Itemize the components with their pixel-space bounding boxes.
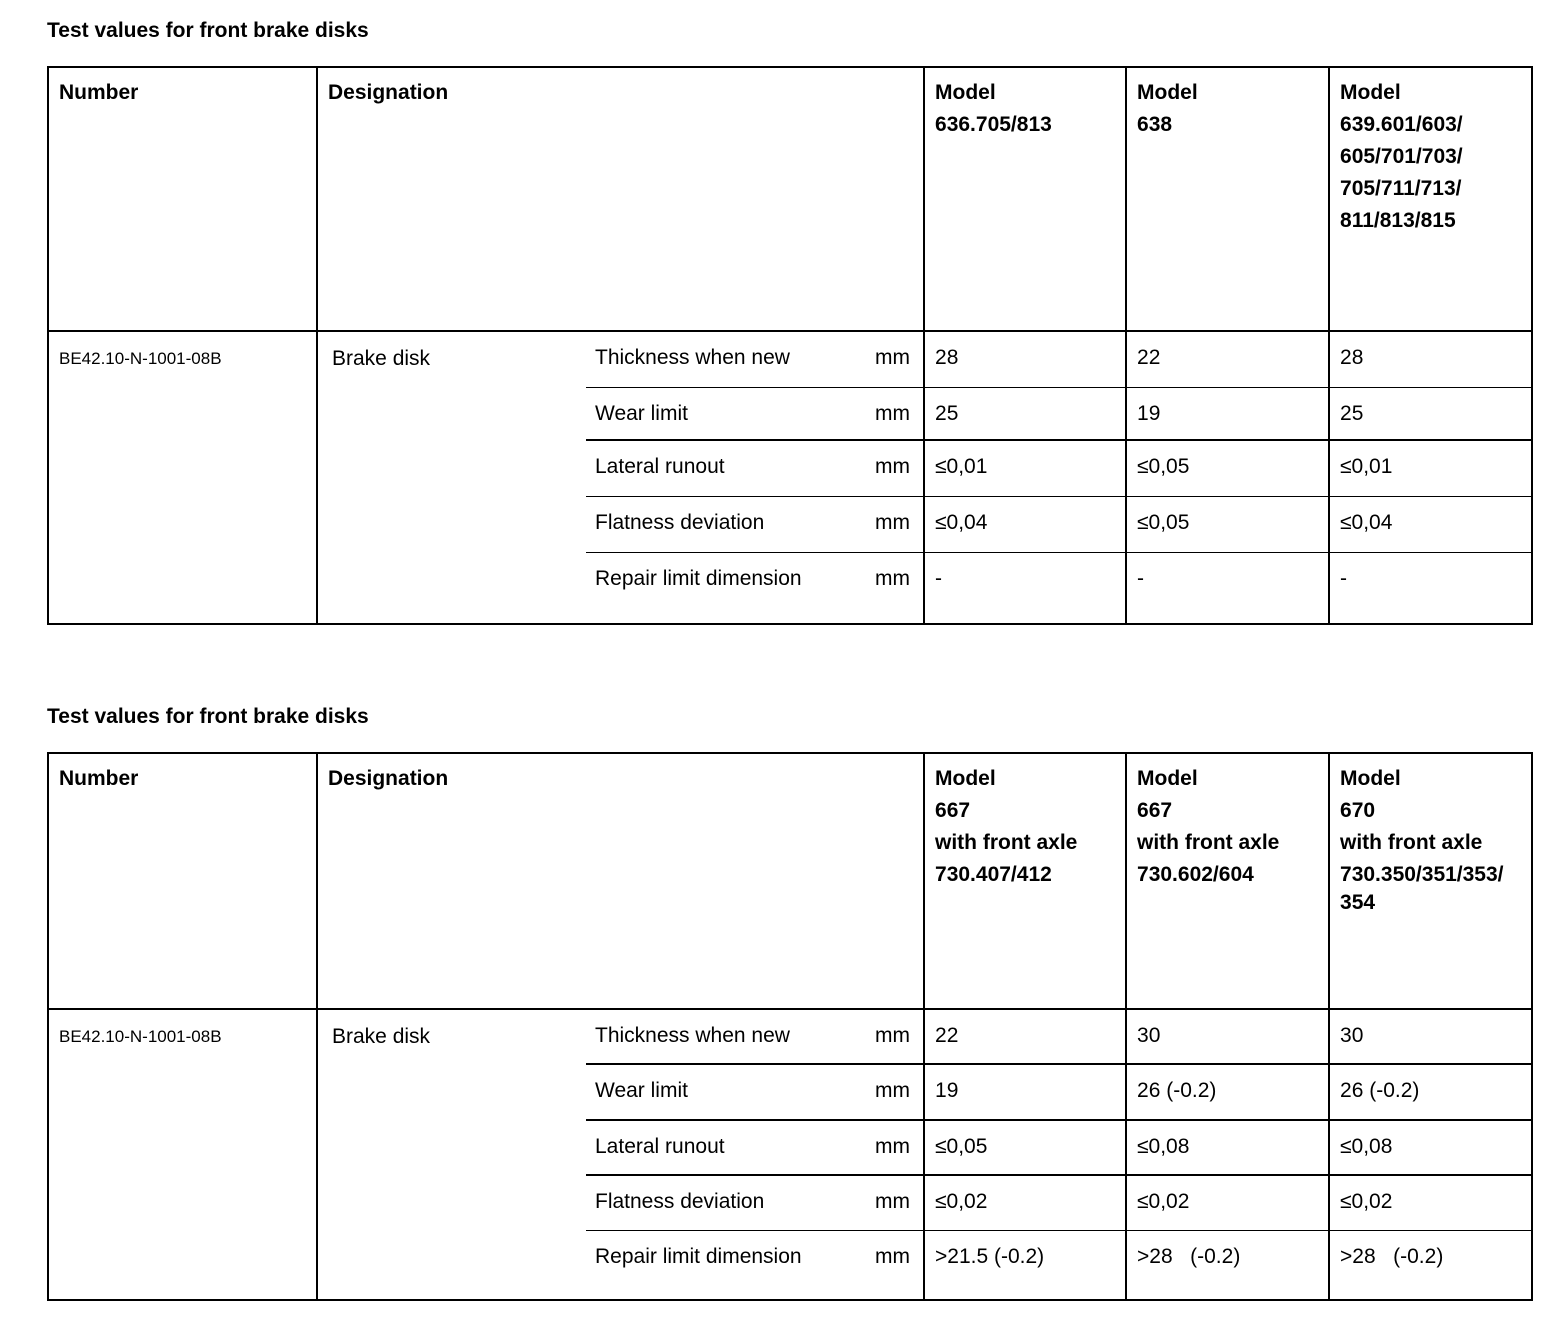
unit: mm — [866, 1120, 924, 1175]
parameter-name: Lateral runout — [586, 1120, 866, 1175]
unit: mm — [866, 331, 924, 387]
parameter-name: Repair limit dimension — [586, 552, 866, 624]
parameter-name: Flatness deviation — [586, 496, 866, 552]
table-2-header-row — [48, 753, 1532, 1009]
value-cell: - — [1126, 552, 1329, 624]
value-cell: 30 — [1126, 1009, 1329, 1064]
designation-header: Designation — [317, 67, 924, 331]
parameter-name: Wear limit — [586, 1064, 866, 1120]
value-cell: >28 (-0.2) — [1329, 1230, 1532, 1300]
unit: mm — [866, 1175, 924, 1230]
designation: Brake disk — [317, 331, 586, 624]
designation: Brake disk — [317, 1009, 586, 1300]
value-cell: 26 (-0.2) — [1126, 1064, 1329, 1120]
value-cell: - — [924, 552, 1126, 624]
value-cell: ≤0,01 — [924, 440, 1126, 496]
model-header: Model 636.705/813 — [924, 67, 1126, 331]
value-cell: 26 (-0.2) — [1329, 1064, 1532, 1120]
value-cell: 22 — [924, 1009, 1126, 1064]
value-cell: ≤0,05 — [924, 1120, 1126, 1175]
value-cell: 28 — [1329, 331, 1532, 387]
parameter-name: Thickness when new — [586, 331, 866, 387]
value-cell: 25 — [924, 387, 1126, 440]
unit: mm — [866, 496, 924, 552]
value-cell: 19 — [1126, 387, 1329, 440]
value-cell: 28 — [924, 331, 1126, 387]
value-cell: ≤0,04 — [1329, 496, 1532, 552]
parameter-name: Wear limit — [586, 387, 866, 440]
unit: mm — [866, 1230, 924, 1300]
unit: mm — [866, 440, 924, 496]
value-cell: 30 — [1329, 1009, 1532, 1064]
parameter-name: Flatness deviation — [586, 1175, 866, 1230]
designation-header: Designation — [317, 753, 924, 1009]
parameter-name: Lateral runout — [586, 440, 866, 496]
value-cell: >21.5 (-0.2) — [924, 1230, 1126, 1300]
part-number: BE42.10-N-1001-08B — [48, 1009, 317, 1300]
value-cell: ≤0,01 — [1329, 440, 1532, 496]
value-cell: ≤0,08 — [1329, 1120, 1532, 1175]
number-header: Number — [48, 67, 317, 331]
table-row — [48, 1009, 1532, 1064]
value-cell: 25 — [1329, 387, 1532, 440]
model-header: Model 670 with front axle 730.350/351/353/ 354 — [1329, 753, 1532, 1009]
value-cell: 22 — [1126, 331, 1329, 387]
part-number: BE42.10-N-1001-08B — [48, 331, 317, 624]
value-cell: 19 — [924, 1064, 1126, 1120]
value-cell: ≤0,02 — [924, 1175, 1126, 1230]
value-cell: >28 (-0.2) — [1126, 1230, 1329, 1300]
unit: mm — [866, 1009, 924, 1064]
model-header: Model 667 with front axle 730.407/412 — [924, 753, 1126, 1009]
value-cell: - — [1329, 552, 1532, 624]
table-1 — [47, 66, 1533, 625]
parameter-name: Thickness when new — [586, 1009, 866, 1064]
table-row — [48, 331, 1532, 387]
model-header: Model 639.601/603/ 605/701/703/ 705/711/713/ 811/813/815 — [1329, 67, 1532, 331]
unit: mm — [866, 552, 924, 624]
value-cell: ≤0,02 — [1126, 1175, 1329, 1230]
table-2 — [47, 752, 1533, 1301]
model-header: Model 667 with front axle 730.602/604 — [1126, 753, 1329, 1009]
model-header: Model 638 — [1126, 67, 1329, 331]
table-1-title: Test values for front brake disks — [47, 19, 369, 42]
value-cell: ≤0,05 — [1126, 440, 1329, 496]
table-2-title: Test values for front brake disks — [47, 705, 369, 728]
value-cell: ≤0,08 — [1126, 1120, 1329, 1175]
value-cell: ≤0,02 — [1329, 1175, 1532, 1230]
table-1-header-row — [48, 67, 1532, 331]
value-cell: ≤0,04 — [924, 496, 1126, 552]
unit: mm — [866, 387, 924, 440]
parameter-name: Repair limit dimension — [586, 1230, 866, 1300]
unit: mm — [866, 1064, 924, 1120]
number-header: Number — [48, 753, 317, 1009]
value-cell: ≤0,05 — [1126, 496, 1329, 552]
